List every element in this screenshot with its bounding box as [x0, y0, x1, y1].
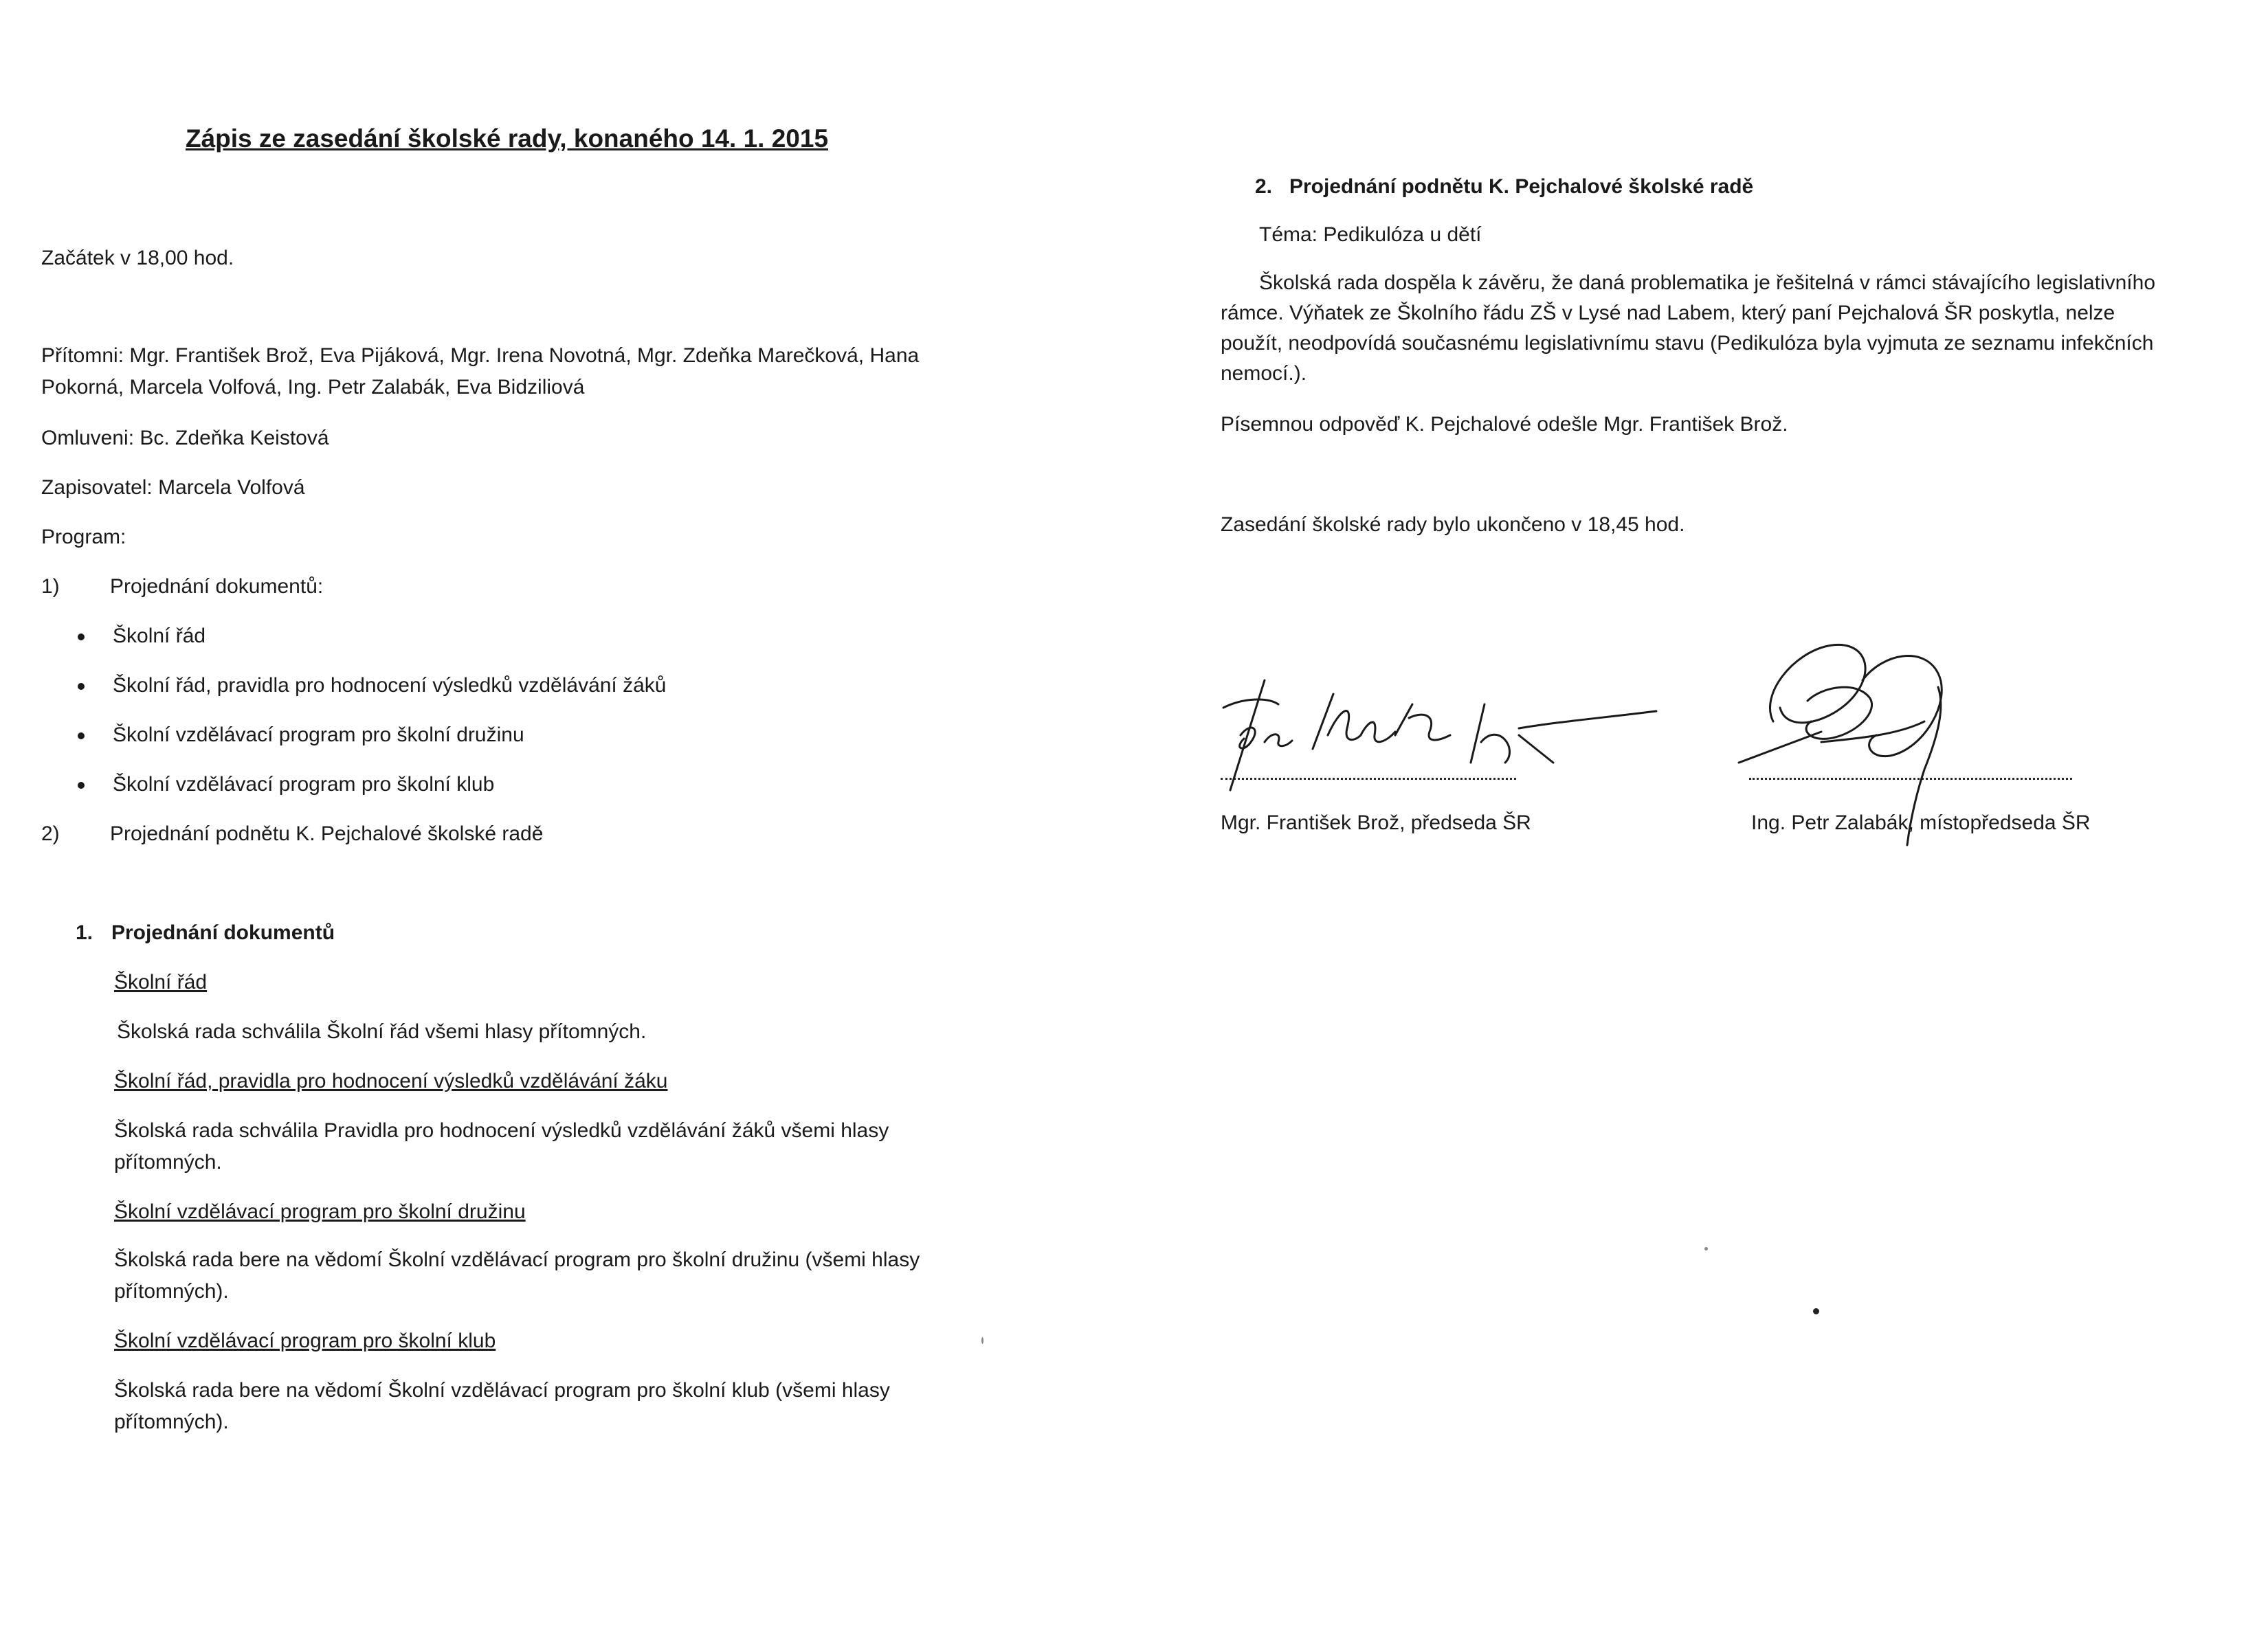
subsection-text: Školská rada schválila Školní řád všemi hlasy přítomných. [117, 1020, 647, 1043]
subsection-text: přítomných. [114, 1151, 222, 1174]
program-item-number: 2) [41, 822, 60, 845]
closing-note: Zasedání školské rady bylo ukončeno v 18,45 hod. [1221, 513, 1685, 536]
subsection-heading: Školní vzdělávací program pro školní družinu [114, 1200, 526, 1223]
signature-brož-image [1148, 666, 1629, 804]
section-number: 2. [1255, 175, 1273, 198]
bullet-icon [78, 732, 85, 739]
subsection-text: přítomných). [114, 1411, 229, 1433]
section-paragraph-line: rámce. Výňatek ze Školního řádu ZŠ v Lysé nad Labem, který paní Pejchalová ŠR poskytla, nelze [1221, 302, 2115, 324]
topic: Téma: Pedikulóza u dětí [1259, 223, 1482, 246]
subsection-heading: Školní vzdělávací program pro školní klub [114, 1330, 496, 1352]
recorder: Zapisovatel: Marcela Volfová [41, 476, 305, 499]
scan-speck [1704, 1247, 1708, 1250]
program-bullet-item: Školní vzdělávací program pro školní klub [113, 773, 495, 796]
subsection-text: Školská rada schválila Pravidla pro hodnocení výsledků vzdělávání žáků všemi hlasy [114, 1119, 889, 1142]
section-paragraph-line: použít, neodpovídá současnému legislativnímu stavu (Pedikulóza byla vyjmuta ze seznamu infekčních [1221, 332, 2154, 355]
section-paragraph-line: Školská rada dospěla k závěru, že daná problematika je řešitelná v rámci stávajícího legislativního [1259, 271, 2156, 294]
subsection-heading: Školní řád, pravidla pro hodnocení výsledků vzdělávání žáku [114, 1070, 668, 1092]
start-time: Začátek v 18,00 hod. [41, 247, 234, 269]
bullet-icon [78, 633, 85, 640]
reply-note: Písemnou odpověď K. Pejchalové odešle Mgr. František Brož. [1221, 413, 1788, 436]
program-bullet-item: Školní vzdělávací program pro školní družinu [113, 723, 524, 746]
scan-speck [981, 1337, 983, 1344]
bullet-icon [78, 683, 85, 690]
subsection-text: přítomných). [114, 1280, 229, 1303]
excused: Omluveni: Bc. Zdeňka Keistová [41, 427, 329, 449]
section-paragraph-line: nemocí.). [1221, 362, 1307, 385]
program-bullet-item: Školní řád, pravidla pro hodnocení výsledků vzdělávání žáků [113, 674, 667, 697]
subsection-text: Školská rada bere na vědomí Školní vzdělávací program pro školní klub (všemi hlasy [114, 1379, 890, 1402]
attendees-line-2: Pokorná, Marcela Volfová, Ing. Petr Zalabák, Eva Bidziliová [41, 376, 585, 399]
subsection-text: Školská rada bere na vědomí Školní vzdělávací program pro školní družinu (všemi hlasy [114, 1248, 920, 1271]
section-heading: Projednání dokumentů [111, 921, 335, 944]
document-title: Zápis ze zasedání školské rady, konaného 14. 1. 2015 [186, 124, 829, 153]
signature-name-right: Ing. Petr Zalabák, místopředseda ŠR [1751, 811, 2091, 834]
program-bullet-item: Školní řád [113, 625, 206, 647]
attendees-line-1: Přítomni: Mgr. František Brož, Eva Pijáková, Mgr. Irena Novotná, Mgr. Zdeňka Marečková, Hana [41, 344, 920, 367]
program-item-text: Projednání podnětu K. Pejchalové školské radě [110, 822, 544, 845]
scan-speck [1813, 1308, 1819, 1314]
program-item-text: Projednání dokumentů: [110, 575, 324, 598]
program-label: Program: [41, 526, 126, 548]
signature-name-left: Mgr. František Brož, předseda ŠR [1221, 811, 1531, 834]
section-heading: Projednání podnětu K. Pejchalové školské radě [1289, 175, 1754, 198]
program-item-number: 1) [41, 575, 60, 598]
bullet-icon [78, 782, 85, 789]
subsection-heading: Školní řád [114, 971, 208, 994]
section-number: 1. [76, 921, 93, 944]
